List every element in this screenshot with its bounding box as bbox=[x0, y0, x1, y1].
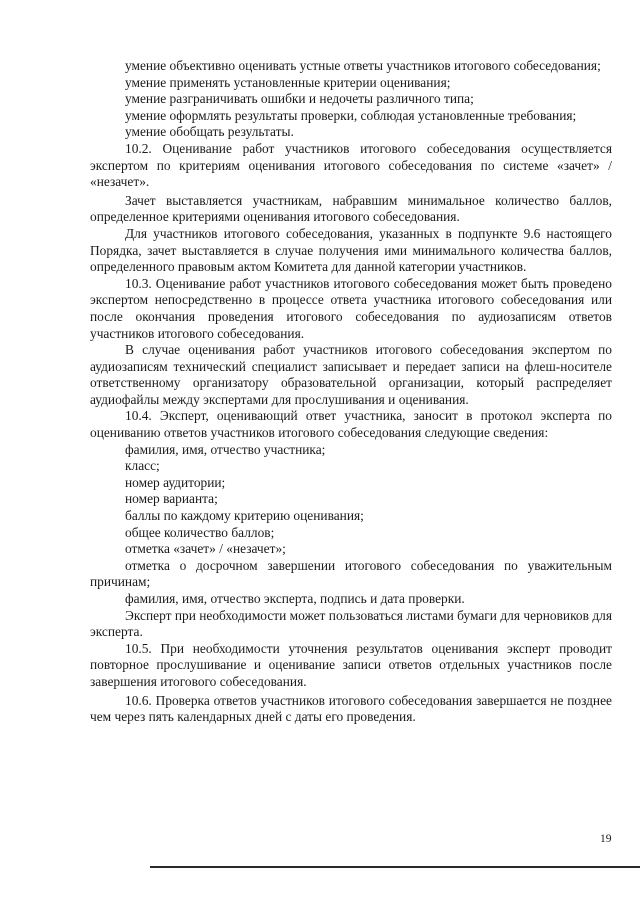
list-item: номер аудитории; bbox=[125, 474, 226, 490]
paragraph: Зачет выставляется участникам, набравшим минимальное количество баллов, определенное критериями оценивания итогового собеседования. bbox=[90, 192, 612, 225]
section-10-3: 10.3. Оценивание работ участников итогового собеседования может быть проведено экспертом непосредственно в процессе ответа участника итогового собеседования или после окончания проведения итогового собеседования по аудиозаписям ответов участников итогового собеседования. bbox=[90, 275, 612, 341]
list-item: умение обобщать результаты. bbox=[125, 124, 294, 140]
list-item: фамилия, имя, отчество эксперта, подпись и дата проверки. bbox=[125, 591, 465, 606]
list-item: умение объективно оценивать устные ответы участников итогового собеседования; bbox=[125, 58, 601, 73]
section-10-2: 10.2. Оценивание работ участников итогового собеседования осуществляется экспертом по критериям оценивания итогового собеседования по системе «зачет» / «незачет». bbox=[90, 140, 612, 190]
paragraph: В случае оценивания работ участников итогового собеседования экспертом по аудиозаписям технический специалист записывает и передает записи на флеш-носителе ответственному организатору образовательной организации, который распределяет аудиофайлы между экспертами для прослушивания и оценивания. bbox=[90, 342, 612, 407]
section-10-5: 10.5. При необходимости уточнения результатов оценивания эксперт проводит повторное прослушивание и оценивание записи ответов отдельных участников после завершения итогового собеседования. bbox=[90, 640, 612, 689]
section-10-6: 10.6. Проверка ответов участников итогового собеседования завершается не позднее чем через пять календарных дней с даты его проведения. bbox=[90, 692, 612, 725]
document-body bbox=[90, 58, 612, 726]
list-item: умение оформлять результаты проверки, соблюдая установленные требования; bbox=[125, 107, 577, 123]
list-item: умение разграничивать ошибки и недочеты различного типа; bbox=[125, 91, 474, 107]
list-item: баллы по каждому критерию оценивания; bbox=[125, 508, 364, 524]
list-item: отметка «зачет» / «незачет»; bbox=[125, 541, 286, 557]
list-item: общее количество баллов; bbox=[125, 524, 275, 540]
list-item: номер варианта; bbox=[125, 491, 218, 507]
list-item: класс; bbox=[125, 458, 160, 474]
paragraph: Для участников итогового собеседования, указанных в подпункте 9.6 настоящего Порядка, зачет выставляется в случае получения ими минимального количества баллов, определенного правовым актом Комитета для данной категории участников. bbox=[90, 225, 612, 275]
page-number: 19 bbox=[600, 833, 612, 845]
footer-divider bbox=[150, 866, 640, 868]
list-item: умение применять установленные критерии оценивания; bbox=[125, 74, 451, 90]
list-item: отметка о досрочном завершении итогового собеседования по уважительным причинам; bbox=[90, 557, 612, 590]
list-item: фамилия, имя, отчество участника; bbox=[125, 441, 326, 457]
section-10-4: 10.4. Эксперт, оценивающий ответ участника, заносит в протокол эксперта по оцениванию ответов участников итогового собеседования следующие сведения: bbox=[90, 408, 612, 441]
paragraph: Эксперт при необходимости может пользоваться листами бумаги для черновиков для эксперта. bbox=[90, 607, 612, 640]
